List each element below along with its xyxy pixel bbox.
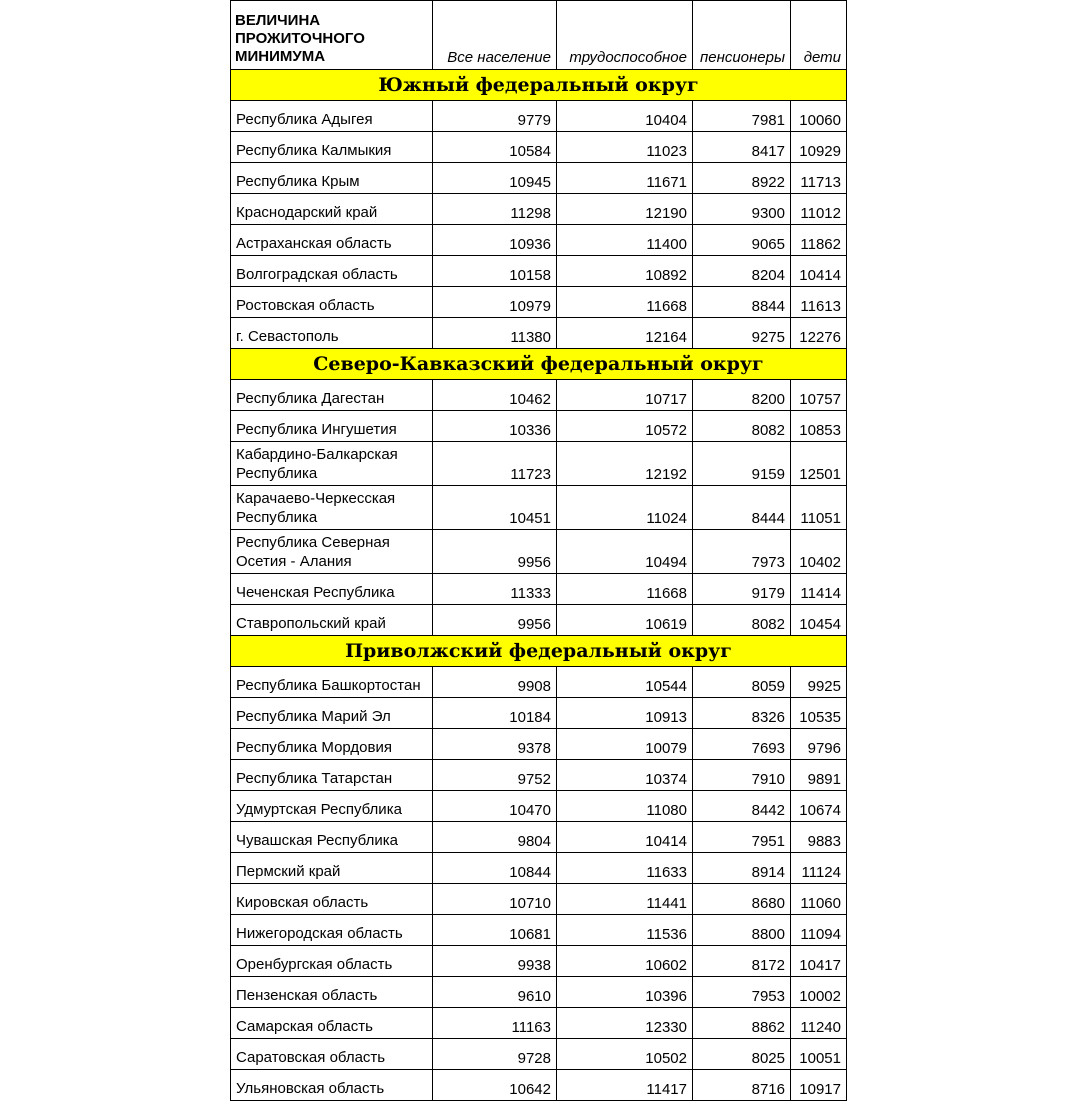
value-cell-working-age: 12164 bbox=[557, 318, 693, 349]
value-cell-all-population: 10462 bbox=[433, 380, 557, 411]
value-cell-children: 10917 bbox=[791, 1070, 847, 1101]
value-cell-pensioners: 8914 bbox=[693, 853, 791, 884]
value-cell-pensioners: 8844 bbox=[693, 287, 791, 318]
table-row bbox=[231, 411, 847, 442]
region-name-cell: Волгоградская область bbox=[231, 256, 433, 287]
value-cell-working-age: 10619 bbox=[557, 605, 693, 636]
table-row bbox=[231, 946, 847, 977]
value-cell-pensioners: 8172 bbox=[693, 946, 791, 977]
header-row bbox=[231, 1, 847, 70]
value-cell-pensioners: 8200 bbox=[693, 380, 791, 411]
value-cell-working-age: 10892 bbox=[557, 256, 693, 287]
table-row bbox=[231, 667, 847, 698]
value-cell-all-population: 9804 bbox=[433, 822, 557, 853]
region-name-cell: Ульяновская область bbox=[231, 1070, 433, 1101]
value-cell-pensioners: 7693 bbox=[693, 729, 791, 760]
value-cell-working-age: 10494 bbox=[557, 530, 693, 574]
value-cell-all-population: 10184 bbox=[433, 698, 557, 729]
table-row bbox=[231, 822, 847, 853]
value-cell-pensioners: 7973 bbox=[693, 530, 791, 574]
table-row bbox=[231, 256, 847, 287]
value-cell-working-age: 11633 bbox=[557, 853, 693, 884]
column-header-working-age: трудоспособное bbox=[557, 1, 693, 70]
region-name-cell: Кабардино-Балкарская Республика bbox=[231, 442, 433, 486]
value-cell-children: 10402 bbox=[791, 530, 847, 574]
value-cell-children: 10454 bbox=[791, 605, 847, 636]
region-name-cell: Республика Адыгея bbox=[231, 101, 433, 132]
value-cell-all-population: 10936 bbox=[433, 225, 557, 256]
table-row bbox=[231, 380, 847, 411]
region-name-cell: Республика Мордовия bbox=[231, 729, 433, 760]
region-name-cell: Краснодарский край bbox=[231, 194, 433, 225]
value-cell-all-population: 10710 bbox=[433, 884, 557, 915]
region-name-cell: Республика Башкортостан bbox=[231, 667, 433, 698]
table-row bbox=[231, 574, 847, 605]
region-name-cell: Республика Марий Эл bbox=[231, 698, 433, 729]
value-cell-pensioners: 8716 bbox=[693, 1070, 791, 1101]
value-cell-all-population: 10945 bbox=[433, 163, 557, 194]
table-row bbox=[231, 915, 847, 946]
value-cell-pensioners: 8862 bbox=[693, 1008, 791, 1039]
value-cell-working-age: 12192 bbox=[557, 442, 693, 486]
value-cell-children: 9925 bbox=[791, 667, 847, 698]
value-cell-working-age: 11668 bbox=[557, 287, 693, 318]
district-header-row bbox=[231, 636, 847, 667]
table-row bbox=[231, 760, 847, 791]
table-header bbox=[231, 1, 847, 70]
value-cell-children: 11124 bbox=[791, 853, 847, 884]
value-cell-working-age: 10544 bbox=[557, 667, 693, 698]
value-cell-working-age: 11441 bbox=[557, 884, 693, 915]
value-cell-working-age: 11671 bbox=[557, 163, 693, 194]
region-name-cell: Удмуртская Республика bbox=[231, 791, 433, 822]
value-cell-all-population: 10451 bbox=[433, 486, 557, 530]
value-cell-working-age: 11024 bbox=[557, 486, 693, 530]
value-cell-children: 10535 bbox=[791, 698, 847, 729]
value-cell-children: 10757 bbox=[791, 380, 847, 411]
value-cell-pensioners: 8025 bbox=[693, 1039, 791, 1070]
value-cell-children: 10051 bbox=[791, 1039, 847, 1070]
value-cell-pensioners: 8082 bbox=[693, 605, 791, 636]
table-row bbox=[231, 442, 847, 486]
value-cell-all-population: 9610 bbox=[433, 977, 557, 1008]
table-row bbox=[231, 1008, 847, 1039]
value-cell-all-population: 9752 bbox=[433, 760, 557, 791]
value-cell-all-population: 10336 bbox=[433, 411, 557, 442]
table-row bbox=[231, 605, 847, 636]
value-cell-children: 11862 bbox=[791, 225, 847, 256]
value-cell-pensioners: 7951 bbox=[693, 822, 791, 853]
table-row bbox=[231, 729, 847, 760]
value-cell-children: 10060 bbox=[791, 101, 847, 132]
value-cell-children: 11060 bbox=[791, 884, 847, 915]
value-cell-children: 9883 bbox=[791, 822, 847, 853]
value-cell-all-population: 9956 bbox=[433, 605, 557, 636]
subsistence-minimum-table bbox=[230, 0, 847, 1101]
value-cell-pensioners: 7910 bbox=[693, 760, 791, 791]
region-name-cell: Нижегородская область bbox=[231, 915, 433, 946]
table-row bbox=[231, 1039, 847, 1070]
region-name-cell: Пермский край bbox=[231, 853, 433, 884]
value-cell-all-population: 10681 bbox=[433, 915, 557, 946]
region-name-cell: Республика Ингушетия bbox=[231, 411, 433, 442]
value-cell-children: 12501 bbox=[791, 442, 847, 486]
region-name-cell: Кировская область bbox=[231, 884, 433, 915]
value-cell-working-age: 11400 bbox=[557, 225, 693, 256]
region-name-cell: Ростовская область bbox=[231, 287, 433, 318]
value-cell-pensioners: 9159 bbox=[693, 442, 791, 486]
table-row bbox=[231, 287, 847, 318]
value-cell-all-population: 11298 bbox=[433, 194, 557, 225]
district-header-row bbox=[231, 70, 847, 101]
region-name-cell: Республика Северная Осетия - Алания bbox=[231, 530, 433, 574]
table-row bbox=[231, 1070, 847, 1101]
value-cell-all-population: 11163 bbox=[433, 1008, 557, 1039]
value-cell-working-age: 11080 bbox=[557, 791, 693, 822]
value-cell-children: 10674 bbox=[791, 791, 847, 822]
region-name-cell: Карачаево-Черкесская Республика bbox=[231, 486, 433, 530]
value-cell-all-population: 11380 bbox=[433, 318, 557, 349]
region-name-cell: Саратовская область bbox=[231, 1039, 433, 1070]
value-cell-all-population: 9728 bbox=[433, 1039, 557, 1070]
column-header-all-population: Все население bbox=[433, 1, 557, 70]
value-cell-all-population: 10158 bbox=[433, 256, 557, 287]
table-title: ВЕЛИЧИНА ПРОЖИТОЧНОГО МИНИМУМА bbox=[231, 1, 433, 70]
table-row bbox=[231, 530, 847, 574]
table-row bbox=[231, 163, 847, 194]
table-row bbox=[231, 698, 847, 729]
value-cell-working-age: 11668 bbox=[557, 574, 693, 605]
value-cell-pensioners: 9275 bbox=[693, 318, 791, 349]
value-cell-children: 10929 bbox=[791, 132, 847, 163]
value-cell-children: 12276 bbox=[791, 318, 847, 349]
value-cell-all-population: 10979 bbox=[433, 287, 557, 318]
value-cell-all-population: 10642 bbox=[433, 1070, 557, 1101]
table-row bbox=[231, 884, 847, 915]
value-cell-pensioners: 7981 bbox=[693, 101, 791, 132]
value-cell-all-population: 9908 bbox=[433, 667, 557, 698]
region-name-cell: Ставропольский край bbox=[231, 605, 433, 636]
district-name: Южный федеральный округ bbox=[231, 70, 847, 101]
value-cell-children: 10417 bbox=[791, 946, 847, 977]
value-cell-pensioners: 9179 bbox=[693, 574, 791, 605]
table-row bbox=[231, 486, 847, 530]
value-cell-children: 11613 bbox=[791, 287, 847, 318]
region-name-cell: Чувашская Республика bbox=[231, 822, 433, 853]
value-cell-all-population: 9779 bbox=[433, 101, 557, 132]
value-cell-working-age: 10502 bbox=[557, 1039, 693, 1070]
value-cell-children: 11713 bbox=[791, 163, 847, 194]
table-body bbox=[231, 70, 847, 1101]
region-name-cell: Республика Татарстан bbox=[231, 760, 433, 791]
value-cell-working-age: 10717 bbox=[557, 380, 693, 411]
value-cell-pensioners: 8800 bbox=[693, 915, 791, 946]
district-header-row bbox=[231, 349, 847, 380]
table-row bbox=[231, 977, 847, 1008]
value-cell-pensioners: 8444 bbox=[693, 486, 791, 530]
value-cell-working-age: 10414 bbox=[557, 822, 693, 853]
district-name: Приволжский федеральный округ bbox=[231, 636, 847, 667]
region-name-cell: г. Севастополь bbox=[231, 318, 433, 349]
value-cell-children: 10853 bbox=[791, 411, 847, 442]
table-row bbox=[231, 194, 847, 225]
value-cell-children: 11012 bbox=[791, 194, 847, 225]
table-row bbox=[231, 853, 847, 884]
region-name-cell: Самарская область bbox=[231, 1008, 433, 1039]
table-row bbox=[231, 791, 847, 822]
value-cell-working-age: 12330 bbox=[557, 1008, 693, 1039]
value-cell-pensioners: 8680 bbox=[693, 884, 791, 915]
value-cell-children: 10002 bbox=[791, 977, 847, 1008]
value-cell-working-age: 10602 bbox=[557, 946, 693, 977]
value-cell-children: 11094 bbox=[791, 915, 847, 946]
value-cell-children: 10414 bbox=[791, 256, 847, 287]
value-cell-working-age: 10396 bbox=[557, 977, 693, 1008]
value-cell-all-population: 11723 bbox=[433, 442, 557, 486]
value-cell-working-age: 10079 bbox=[557, 729, 693, 760]
value-cell-pensioners: 8059 bbox=[693, 667, 791, 698]
value-cell-working-age: 12190 bbox=[557, 194, 693, 225]
value-cell-working-age: 10913 bbox=[557, 698, 693, 729]
value-cell-pensioners: 8442 bbox=[693, 791, 791, 822]
value-cell-all-population: 10584 bbox=[433, 132, 557, 163]
value-cell-pensioners: 8922 bbox=[693, 163, 791, 194]
region-name-cell: Республика Крым bbox=[231, 163, 433, 194]
value-cell-children: 11240 bbox=[791, 1008, 847, 1039]
value-cell-working-age: 10374 bbox=[557, 760, 693, 791]
value-cell-pensioners: 8417 bbox=[693, 132, 791, 163]
value-cell-working-age: 11023 bbox=[557, 132, 693, 163]
value-cell-all-population: 9378 bbox=[433, 729, 557, 760]
value-cell-pensioners: 7953 bbox=[693, 977, 791, 1008]
value-cell-pensioners: 8326 bbox=[693, 698, 791, 729]
value-cell-working-age: 10572 bbox=[557, 411, 693, 442]
column-header-pensioners: пенсионеры bbox=[693, 1, 791, 70]
value-cell-pensioners: 8082 bbox=[693, 411, 791, 442]
region-name-cell: Чеченская Республика bbox=[231, 574, 433, 605]
value-cell-children: 9891 bbox=[791, 760, 847, 791]
value-cell-children: 9796 bbox=[791, 729, 847, 760]
value-cell-all-population: 10844 bbox=[433, 853, 557, 884]
value-cell-pensioners: 9300 bbox=[693, 194, 791, 225]
region-name-cell: Оренбургская область bbox=[231, 946, 433, 977]
value-cell-pensioners: 9065 bbox=[693, 225, 791, 256]
value-cell-children: 11414 bbox=[791, 574, 847, 605]
value-cell-all-population: 11333 bbox=[433, 574, 557, 605]
value-cell-pensioners: 8204 bbox=[693, 256, 791, 287]
value-cell-working-age: 11536 bbox=[557, 915, 693, 946]
value-cell-all-population: 9938 bbox=[433, 946, 557, 977]
region-name-cell: Республика Калмыкия bbox=[231, 132, 433, 163]
value-cell-children: 11051 bbox=[791, 486, 847, 530]
table-row bbox=[231, 318, 847, 349]
value-cell-working-age: 10404 bbox=[557, 101, 693, 132]
region-name-cell: Астраханская область bbox=[231, 225, 433, 256]
value-cell-all-population: 9956 bbox=[433, 530, 557, 574]
region-name-cell: Пензенская область bbox=[231, 977, 433, 1008]
value-cell-all-population: 10470 bbox=[433, 791, 557, 822]
column-header-children: дети bbox=[791, 1, 847, 70]
district-name: Северо-Кавказский федеральный округ bbox=[231, 349, 847, 380]
table-row bbox=[231, 225, 847, 256]
table-row bbox=[231, 101, 847, 132]
value-cell-working-age: 11417 bbox=[557, 1070, 693, 1101]
region-name-cell: Республика Дагестан bbox=[231, 380, 433, 411]
table-row bbox=[231, 132, 847, 163]
